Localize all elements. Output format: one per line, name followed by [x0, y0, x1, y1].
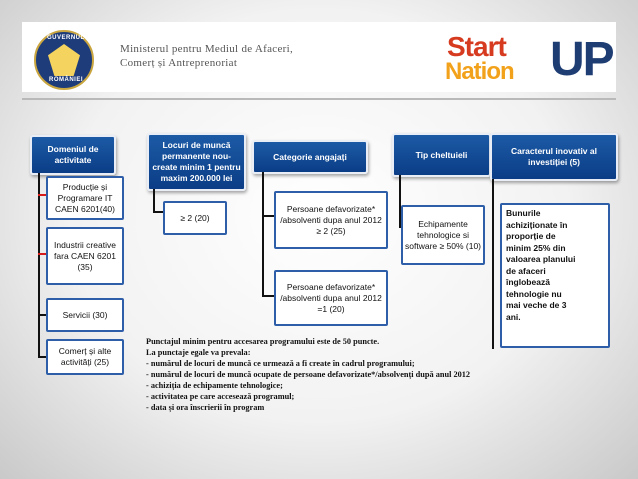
ministry-line-2: Comerț și Antreprenoriat — [120, 57, 238, 69]
domain-branch-1 — [38, 194, 46, 196]
ministry-line-1: Ministerul pentru Mediul de Afaceri, — [120, 43, 294, 55]
header-expense-type: Tip cheltuieli — [392, 133, 491, 177]
crest-bottom-text: ROMÂNIEI — [49, 77, 83, 83]
innovation-line: Bunurile — [506, 208, 541, 218]
jobs-connector — [153, 189, 155, 213]
domain-item-creative: Industrii creative fara CAEN 6201 (35) — [46, 227, 124, 285]
innovation-item — [500, 203, 610, 348]
domain-branch-2 — [38, 253, 46, 255]
note-line: Punctajul minim pentru accesarea programului este de 50 puncte. — [146, 337, 380, 346]
innovation-line: tehnologie nu — [506, 288, 562, 299]
header-jobs: Locuri de muncă permanente nou-create minim 1 pentru maxim 200.000 lei — [147, 133, 246, 191]
jobs-item: ≥ 2 (20) — [163, 201, 227, 235]
innovation-line: minim 25% din — [506, 242, 566, 253]
government-crest-icon — [34, 30, 94, 90]
note-line: - data și ora înscrierii în program — [146, 403, 265, 412]
note-line: - activitatea pe care accesează programul; — [146, 392, 295, 401]
innovation-line: ani. — [506, 311, 521, 322]
note-line: - numărul de locuri de muncă ce urmează a fi create în cadrul programului; — [146, 359, 415, 368]
category-item-1: Persoane defavorizate* /absolventi dupa anul 2012 =1 (20) — [274, 270, 388, 326]
logo-nation: Nation — [445, 58, 514, 85]
crest-top-text: GUVERNUL — [47, 35, 85, 41]
header-divider — [22, 98, 616, 100]
domain-item-it: Producție și Programare IT CAEN 6201(40) — [46, 176, 124, 220]
scoring-notes — [146, 336, 470, 413]
category-branch-2 — [262, 295, 274, 297]
note-line: La punctaje egale va prevala: — [146, 348, 251, 357]
innovation-line: mai veche de 3 — [506, 300, 567, 310]
jobs-branch — [153, 211, 163, 213]
domain-branch-3 — [38, 314, 46, 316]
header-employee-category: Categorie angajați — [252, 140, 368, 174]
innovation-line: valoarea planului — [506, 254, 576, 264]
domain-item-commerce: Comerț și alte activități (25) — [46, 339, 124, 375]
category-branch-1 — [262, 215, 274, 217]
logo-start: Start — [447, 31, 506, 62]
header-innovation: Caracterul inovativ al investiției (5) — [490, 133, 618, 181]
expense-item: Echipamente tehnologice si software ≥ 50% (10) — [401, 205, 485, 265]
innovation-line: înglobează — [506, 277, 550, 287]
start-nation-up-logo — [445, 31, 613, 88]
domain-item-services: Servicii (30) — [46, 298, 124, 332]
innovation-connector — [492, 179, 494, 349]
innovation-line: achiziționate în — [506, 219, 568, 230]
innovation-line: de afaceri — [506, 265, 546, 276]
logo-up: UP — [550, 33, 613, 86]
note-line: - achiziția de echipamente tehnologice; — [146, 381, 283, 390]
innovation-line: proporție de — [506, 231, 556, 241]
category-connector — [262, 172, 264, 297]
domain-branch-4 — [38, 356, 46, 358]
note-line: - numărul de locuri de muncă ocupate de persoane defavorizate*/absolvenți după anul 2012 — [146, 370, 471, 379]
ministry-title — [120, 42, 293, 70]
header-domain: Domeniul de activitate — [30, 135, 116, 175]
domain-connector — [38, 173, 40, 357]
category-item-2plus: Persoane defavorizate* /absolventi dupa anul 2012 ≥ 2 (25) — [274, 191, 388, 249]
